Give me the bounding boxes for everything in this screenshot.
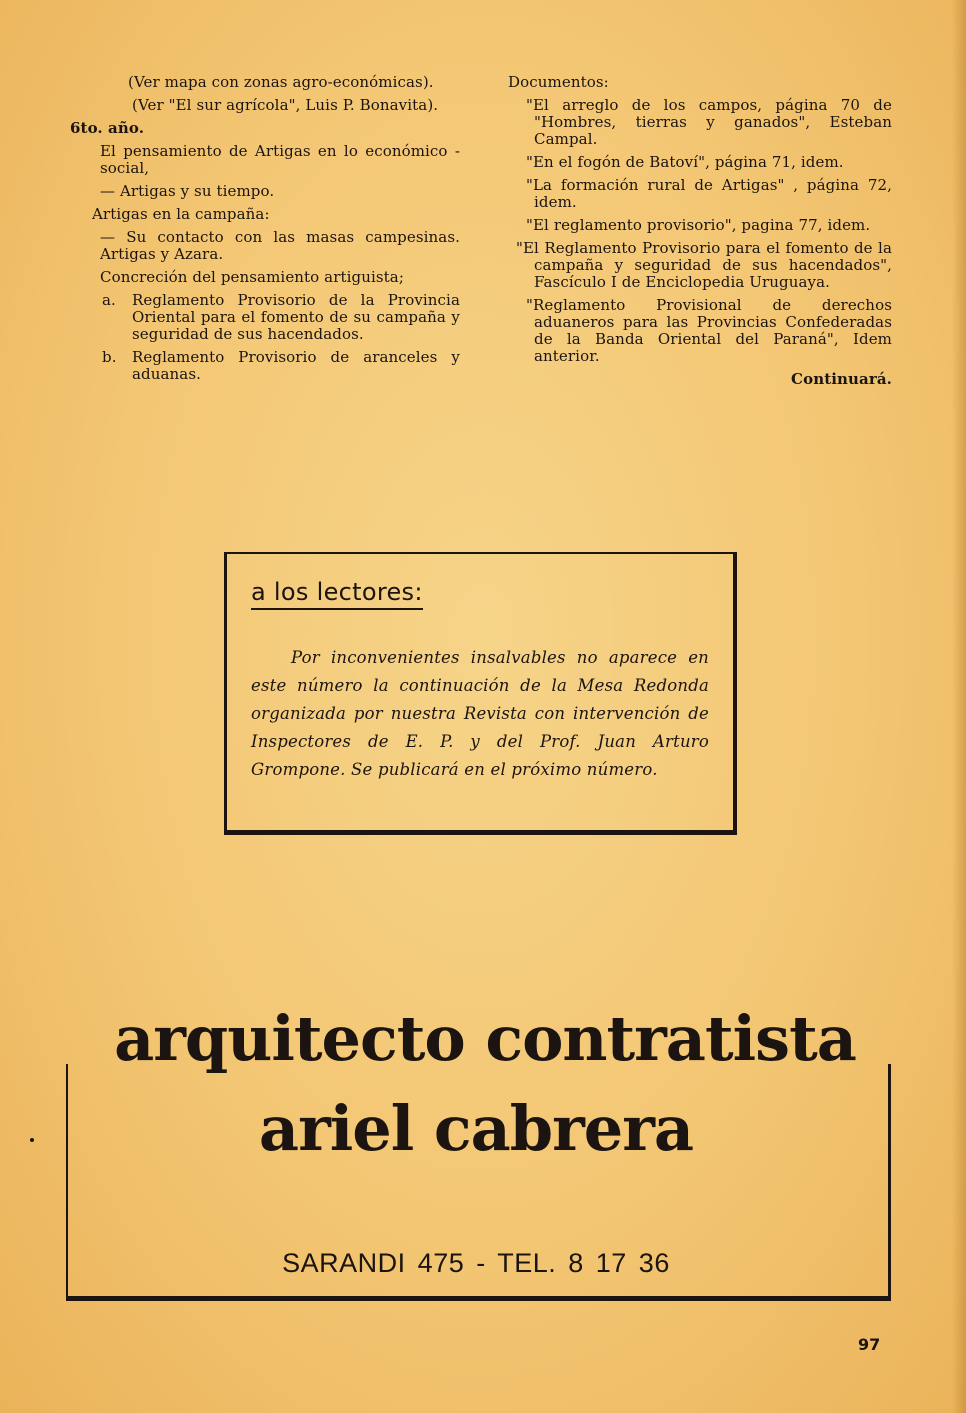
left-column bbox=[70, 74, 460, 389]
text-artigas-campana: Artigas en la campaña: bbox=[92, 205, 270, 223]
document-item: "Reglamento Provisional de derechos aduaneros para las Provincias Confederadas de la Banda Oriental del Paraná", Idem anterior. bbox=[526, 296, 892, 365]
page-edge-shadow bbox=[952, 0, 966, 1413]
list-item-a-label: a. bbox=[102, 291, 116, 309]
document-item: "La formación rural de Artigas" , página 72, idem. bbox=[526, 176, 892, 211]
right-column bbox=[508, 74, 892, 394]
list-item-b bbox=[70, 349, 460, 383]
notice-title: a los lectores: bbox=[251, 578, 423, 610]
text-bonavita-reference: (Ver "El sur agrícola", Luis P. Bonavita). bbox=[132, 96, 439, 114]
text-contacto-masas: — Su contacto con las masas campesinas. Artigas y Azara. bbox=[100, 228, 460, 263]
document-item: "El Reglamento Provisorio para el fomento de la campaña y seguridad de sus hacendados", Fascículo I de Enciclopedia Uruguaya. bbox=[516, 239, 892, 291]
continues-label: Continuará. bbox=[791, 370, 892, 388]
page-number: 97 bbox=[858, 1335, 881, 1354]
text-pensamiento: El pensamiento de Artigas en lo económico - social, bbox=[100, 142, 460, 177]
advert-profession: arquitecto contratista bbox=[114, 1002, 856, 1075]
notice-box bbox=[224, 552, 737, 835]
list-item-b-label: b. bbox=[102, 348, 117, 366]
document-item: "En el fogón de Batoví", página 71, idem. bbox=[526, 153, 844, 171]
advert-name: ariel cabrera bbox=[258, 1092, 694, 1165]
list-item-b-text: Reglamento Provisorio de aranceles y aduanas. bbox=[132, 348, 460, 383]
documents-heading: Documentos: bbox=[508, 73, 609, 91]
document-item: "El reglamento provisorio", pagina 77, idem. bbox=[526, 216, 871, 234]
section-heading-6to: 6to. año. bbox=[70, 119, 145, 137]
notice-body: Por inconvenientes insalvables no aparece en este número la continuación de la Mesa Redonda organizada por nuestra Revista con intervención de Inspectores de E. P. y del Prof. Juan Arturo Grompone. Se publicará en el próximo número. bbox=[251, 648, 709, 779]
print-speck bbox=[30, 1138, 34, 1142]
advert-address: SARANDI 475 - TEL. 8 17 36 bbox=[282, 1248, 670, 1278]
text-concrecion: Concreción del pensamiento artiguista; bbox=[100, 268, 405, 286]
text-map-reference: (Ver mapa con zonas agro-económicas). bbox=[128, 73, 434, 91]
document-item: "El arreglo de los campos, página 70 de "Hombres, tierras y ganados", Esteban Campal. bbox=[526, 96, 892, 148]
list-item-a bbox=[70, 292, 460, 343]
text-artigas-tiempo: — Artigas y su tiempo. bbox=[100, 182, 275, 200]
list-item-a-text: Reglamento Provisorio de la Provincia Oriental para el fomento de su campaña y seguridad de sus hacendados. bbox=[132, 291, 460, 343]
